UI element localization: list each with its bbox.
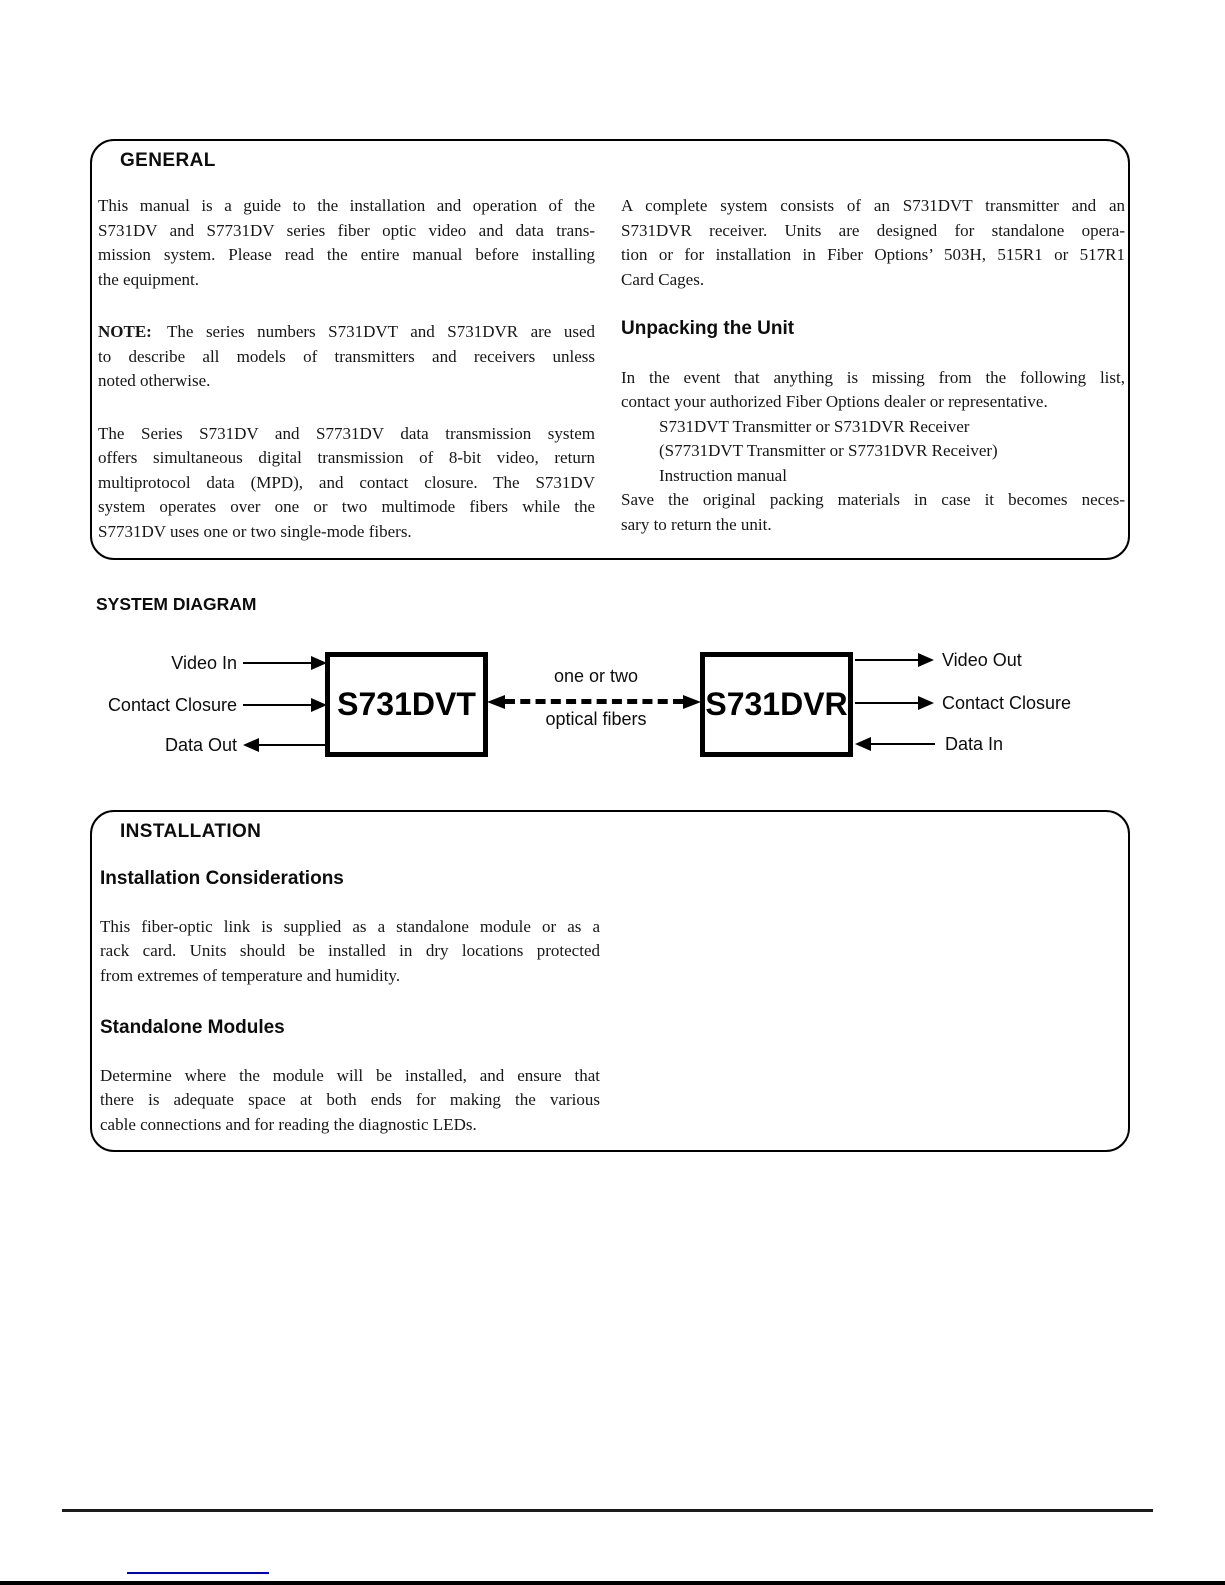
text-line: rack card. Units should be installed in dry locations protected (100, 941, 600, 960)
text-line: to describe all models of transmitters and receivers unless (98, 346, 595, 366)
contact-closure-in-label: Contact Closure (107, 695, 237, 715)
data-out-arrow-line (258, 744, 327, 746)
data-out-arrowhead-icon (243, 738, 259, 752)
text-line: Card Cages. (621, 269, 705, 289)
text-line (98, 320, 595, 345)
text-line: noted otherwise. (98, 371, 211, 390)
transmitter-box (325, 652, 488, 757)
text-line: cable connections and for reading the diagnostic LEDs. (100, 1114, 477, 1134)
text-line: The Series S731DV and S7731DV data transmission system (98, 423, 595, 443)
receiver-label: S731DVR (705, 686, 848, 722)
contact-closure-out-label: Contact Closure (942, 693, 1072, 713)
text-line: Determine where the module will be installed, and ensure that (100, 1065, 600, 1085)
fiber-caption-bottom: optical fibers (545, 709, 647, 729)
text-line: This manual is a guide to the installation and operation of the (98, 196, 595, 215)
data-in-arrowhead-icon (855, 737, 871, 751)
general-section-title: GENERAL (120, 150, 216, 171)
text-line: In the event that anything is missing from the following list, (621, 367, 1125, 387)
page-bottom-border (0, 1581, 1225, 1585)
note-paragraph-lines (98, 345, 595, 394)
standalone-modules-heading: Standalone Modules (100, 1017, 285, 1038)
standalone-modules-paragraph (100, 1064, 600, 1138)
text-line: sary to return the unit. (621, 514, 772, 534)
video-out-arrowhead-icon (918, 653, 934, 667)
footer-horizontal-rule (62, 1509, 1153, 1512)
save-packing-paragraph (621, 488, 1125, 537)
text-line: Save the original packing materials in case it becomes neces- (621, 490, 1125, 509)
transmitter-label: S731DVT (337, 686, 476, 722)
text-line: there is adequate space at both ends for making the various (100, 1090, 600, 1109)
data-in-arrow-line (870, 743, 935, 745)
data-out-label: Data Out (164, 735, 237, 755)
installation-considerations-heading: Installation Considerations (100, 868, 344, 889)
fiber-arrowhead-left-icon (487, 695, 505, 709)
text-line: S7731DV uses one or two single-mode fibers. (98, 521, 412, 541)
text-line: A complete system consists of an S731DVT transmitter and an (621, 196, 1125, 215)
footer-link-underline[interactable] (127, 1572, 269, 1574)
text-line: offers simultaneous digital transmission of 8-bit video, return (98, 448, 595, 467)
text-line: (S7731DVT Transmitter or S7731DVR Receiver) (659, 441, 998, 460)
receiver-box (700, 652, 853, 757)
text-line: This fiber-optic link is supplied as a standalone module or as a (100, 916, 600, 936)
installation-section-title: INSTALLATION (120, 821, 262, 842)
text-line: from extremes of temperature and humidity. (100, 965, 401, 985)
video-out-label: Video Out (942, 650, 1022, 670)
general-note-paragraph (98, 320, 595, 394)
text-line: tion or for installation in Fiber Options’ 503H, 515R1 or 517R1 (621, 245, 1125, 264)
installation-section-box (90, 810, 1130, 1152)
text-line: S731DVR receiver. Units are designed for standalone opera- (621, 220, 1125, 240)
note-first-line-rest: The series numbers S731DVT and S731DVR are used (154, 322, 595, 341)
text-line: the equipment. (98, 269, 200, 289)
text-line: system operates over one or two multimode fibers while the (98, 497, 595, 516)
video-out-arrow-line (855, 659, 920, 661)
text-line: S731DVT Transmitter or S731DVR Receiver (659, 416, 970, 436)
general-left-column (98, 194, 595, 544)
system-diagram-title: SYSTEM DIAGRAM (96, 594, 257, 614)
text-line: contact your authorized Fiber Options dealer or representative. (621, 392, 1048, 411)
complete-system-paragraph (621, 194, 1125, 292)
video-in-arrow-line (243, 662, 313, 664)
installation-content (100, 867, 600, 1137)
text-line: multiprotocol data (MPD), and contact closure. The S731DV (98, 472, 595, 492)
text-line: Instruction manual (659, 465, 787, 485)
fiber-dashed-line (505, 699, 683, 704)
fiber-caption-top: one or two (553, 666, 639, 686)
data-in-label: Data In (945, 734, 1004, 754)
text-line: mission system. Please read the entire manual before installing (98, 245, 595, 264)
video-in-label: Video In (171, 653, 237, 673)
fiber-arrowhead-right-icon (683, 695, 701, 709)
note-label: NOTE: (98, 322, 152, 341)
general-right-column (621, 194, 1125, 544)
unpacking-paragraph (621, 366, 1125, 415)
general-intro-paragraph (98, 194, 595, 292)
general-section-box (90, 139, 1130, 560)
unpacking-heading: Unpacking the Unit (621, 318, 795, 339)
general-series-paragraph (98, 422, 595, 545)
packing-list (621, 415, 1125, 489)
installation-considerations-paragraph (100, 915, 600, 989)
contact-closure-in-arrow-line (243, 704, 313, 706)
text-line: S731DV and S7731DV series fiber optic video and data trans- (98, 220, 595, 240)
contact-closure-out-arrow-line (855, 702, 920, 704)
contact-closure-out-arrowhead-icon (918, 696, 934, 710)
general-columns (98, 194, 1125, 544)
